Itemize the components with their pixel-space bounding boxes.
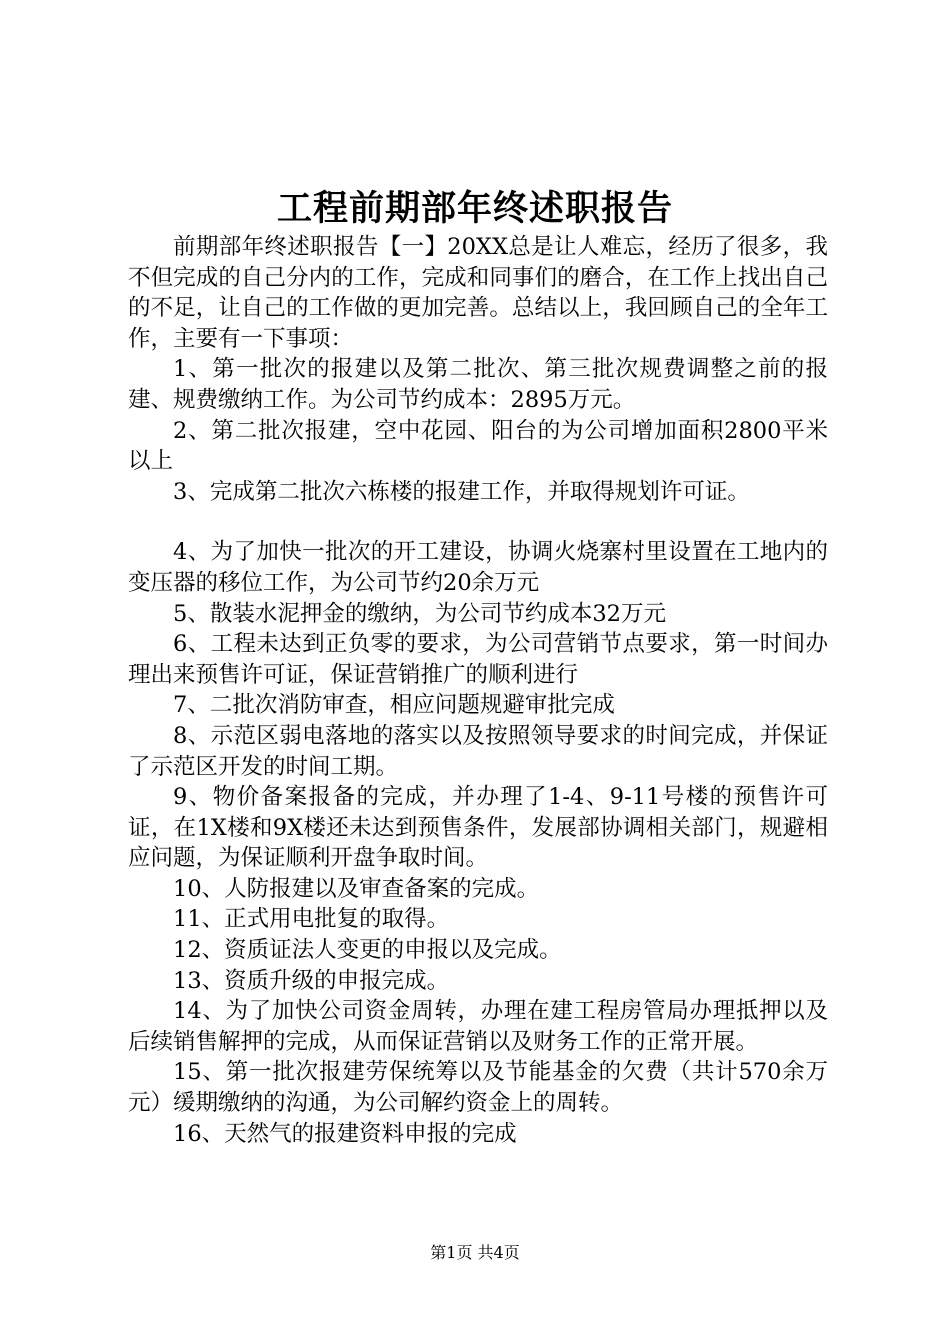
- paragraph-item-11: 11、正式用电批复的取得。: [173, 906, 450, 933]
- page-footer: 第1页 共4页: [430, 1243, 520, 1262]
- paragraph-item-2: 2、第二批次报建，空中花园、阳台的为公司增加面积2800平米以上: [128, 417, 828, 475]
- paragraph-item-6: 6、工程未达到正负零的要求，为公司营销节点要求，第一时间办理出来预售许可证，保证营销推广的顺利进行: [128, 631, 828, 688]
- paragraph-item-3: 3、完成第二批次六栋楼的报建工作，并取得规划许可证。: [173, 478, 750, 505]
- paragraph-item-4: 4、为了加快一批次的开工建设，协调火烧寨村里设置在工地内的变压器的移位工作，为公司节约20余万元: [128, 539, 828, 596]
- document-body: [128, 232, 828, 1149]
- paragraph-item-5: 5、散装水泥押金的缴纳，为公司节约成本32万元: [173, 600, 666, 627]
- paragraph-item-7: 7、二批次消防审查，相应问题规避审批完成: [173, 692, 615, 719]
- paragraph-item-10: 10、人防报建以及审查备案的完成。: [173, 875, 540, 902]
- page-title: 工程前期部年终述职报告: [276, 188, 673, 229]
- paragraph-item-14: 14、为了加快公司资金周转，办理在建工程房管局办理抵押以及后续销售解押的完成，从而保证营销以及财务工作的正常开展。: [128, 998, 828, 1055]
- paragraph-item-12: 12、资质证法人变更的申报以及完成。: [173, 937, 562, 964]
- paragraph-intro: 前期部年终述职报告【一】20XX总是让人难忘，经历了很多，我不但完成的自己分内的工作，完成和同事们的磨合，在工作上找出自己的不足，让自己的工作做的更加完善。总结以上，我回顾自己的全年工作，主要有一下事项：: [128, 234, 828, 352]
- paragraph-item-8: 8、示范区弱电落地的落实以及按照领导要求的时间完成，并保证了示范区开发的时间工期。: [128, 722, 828, 780]
- paragraph-item-13: 13、资质升级的申报完成。: [173, 967, 450, 994]
- paragraph-item-16: 16、天然气的报建资料申报的完成: [173, 1120, 517, 1147]
- paragraph-item-9: 9、物价备案报备的完成，并办理了1-4、9-11号楼的预售许可证，在1X楼和9X楼还未达到预售条件，发展部协调相关部门，规避相应问题，为保证顺利开盘争取时间。: [128, 784, 828, 872]
- paragraph-item-1: 1、第一批次的报建以及第二批次、第三批次规费调整之前的报建、规费缴纳工作。为公司节约成本：2895万元。: [128, 356, 828, 413]
- paragraph-item-15: 15、第一批次报建劳保统筹以及节能基金的欠费（共计570余万元）缓期缴纳的沟通，为公司解约资金上的周转。: [128, 1059, 828, 1117]
